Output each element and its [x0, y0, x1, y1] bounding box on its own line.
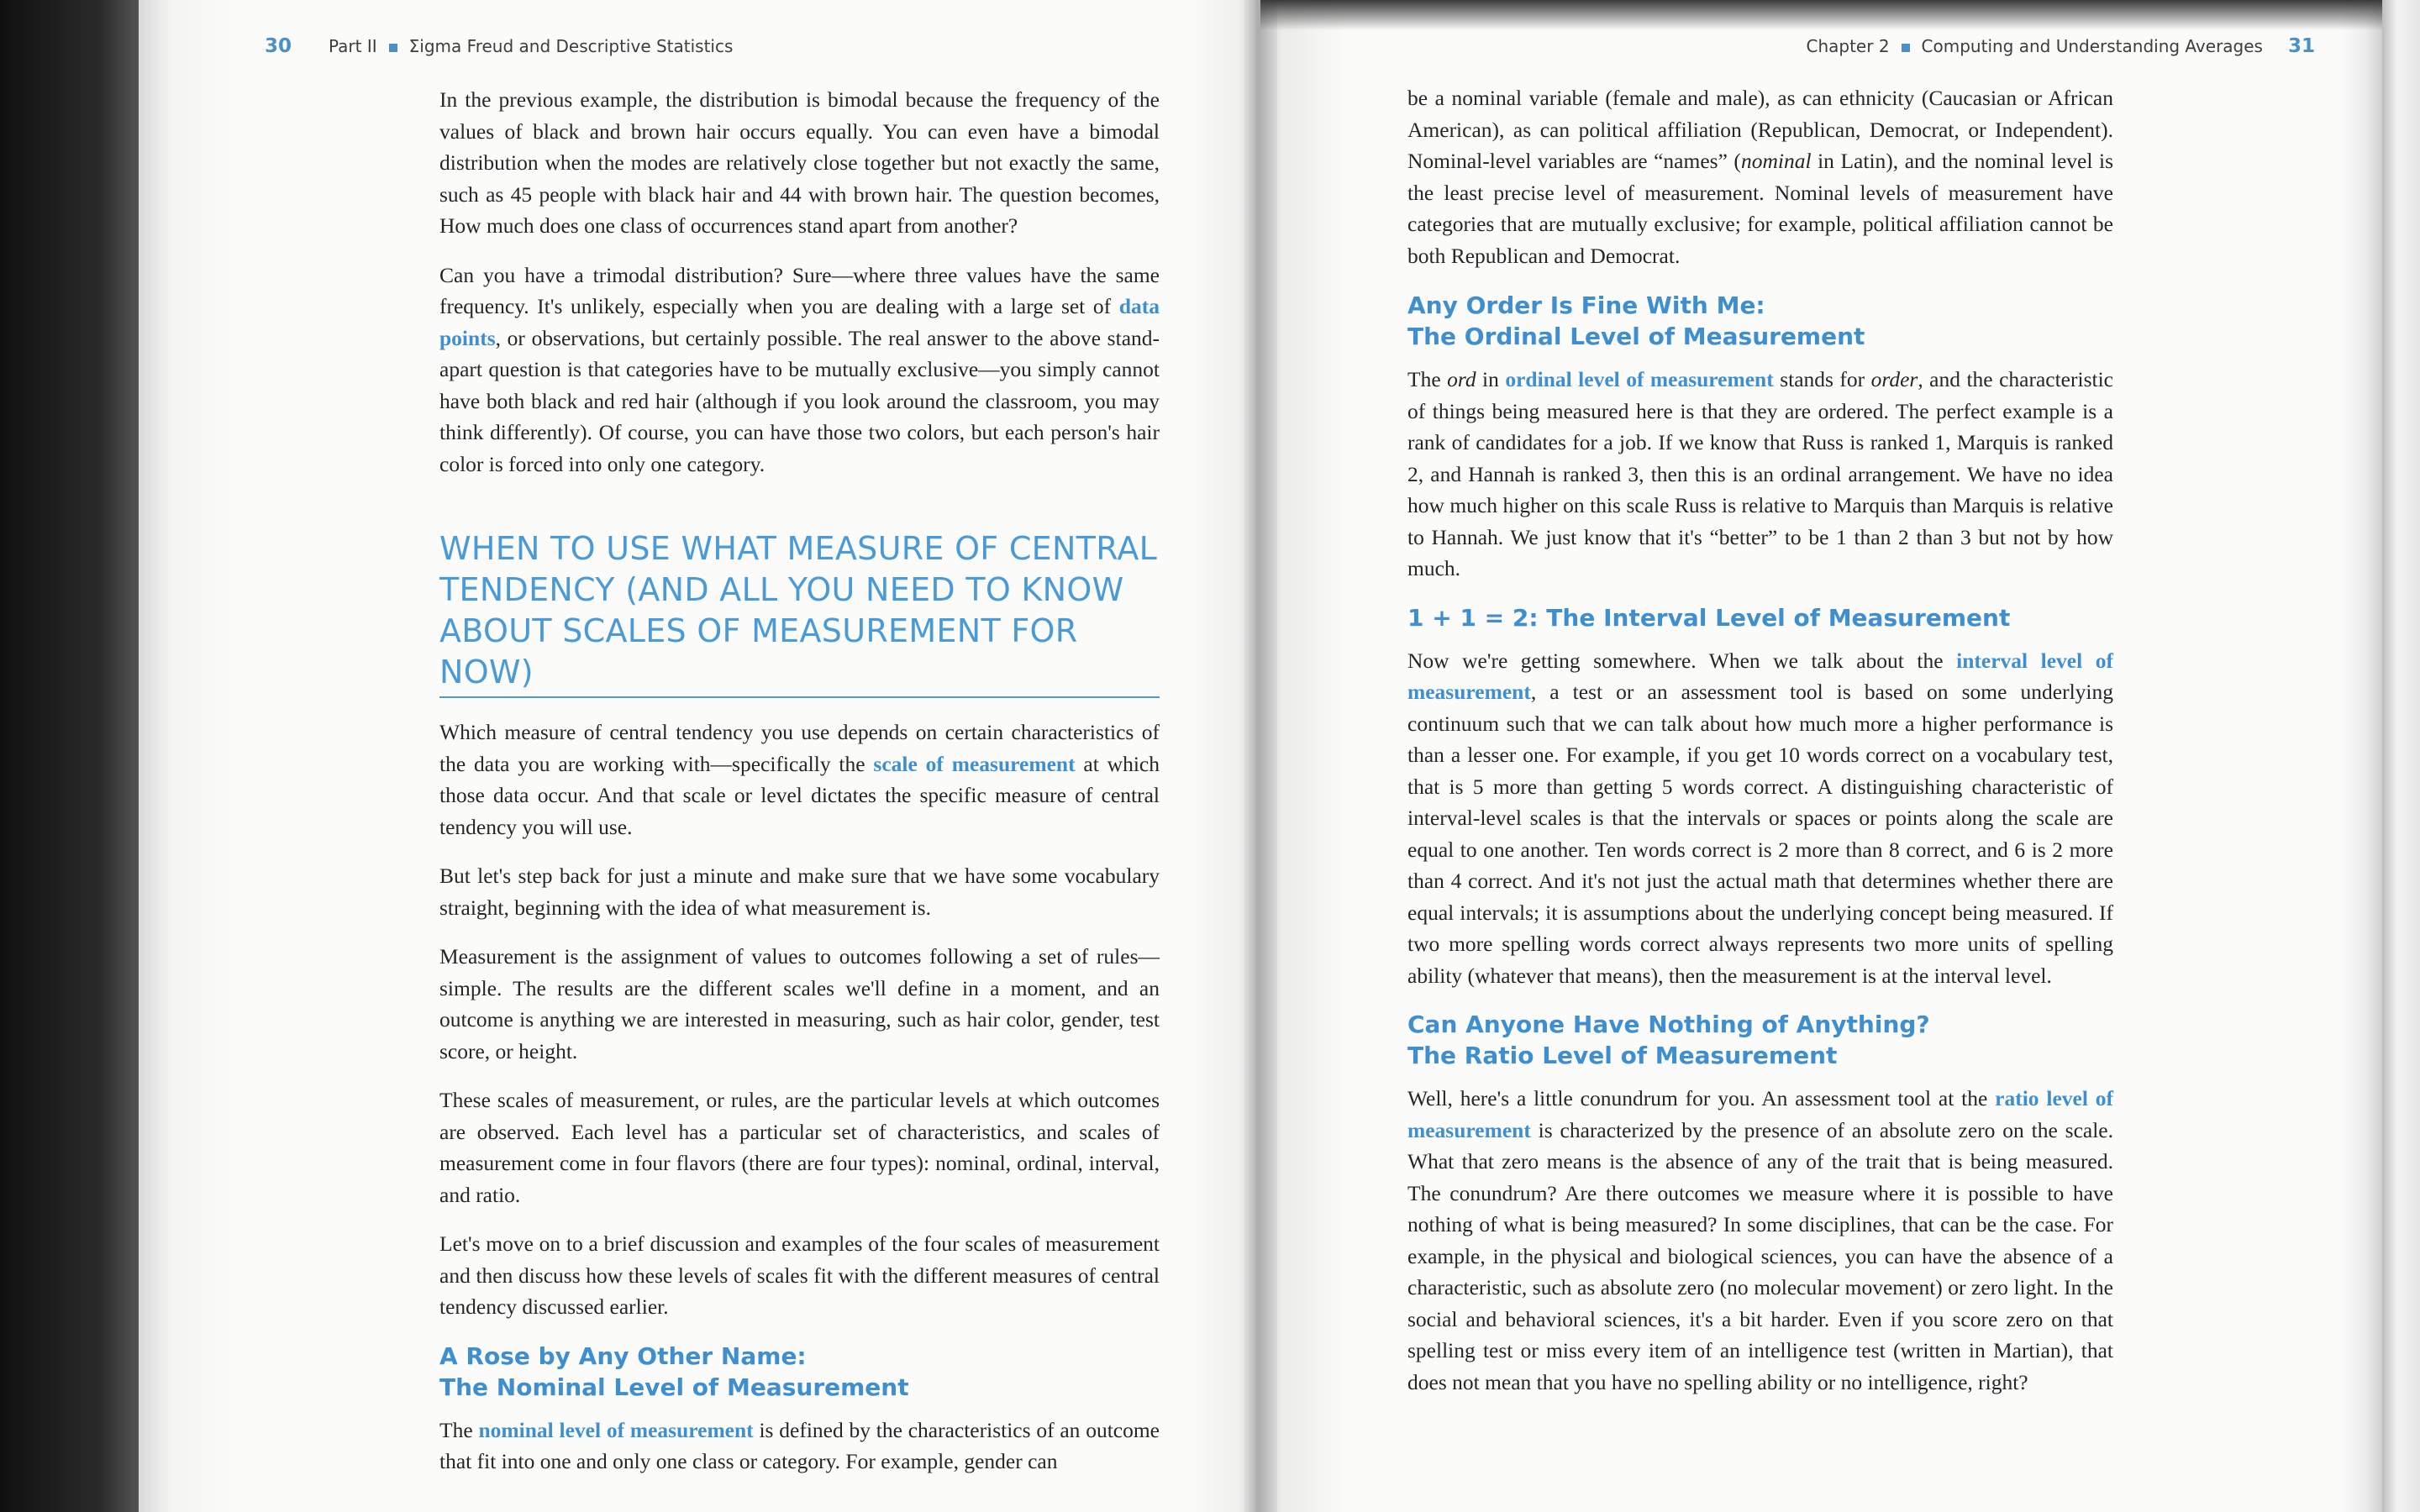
paragraph [439, 260, 1160, 480]
chapter-label: Chapter 2 [1806, 36, 1890, 56]
keyword-interval-level: interval level of measurement [1407, 648, 2113, 704]
keyword-ordinal-level: ordinal level of measurement [1505, 367, 1774, 391]
left-text-column [439, 84, 1160, 1495]
paragraph [439, 1415, 1160, 1478]
heading-line: The Nominal Level of Measurement [439, 1373, 909, 1401]
heading-line: The Ordinal Level of Measurement [1407, 323, 1865, 350]
heading-line: Can Anyone Have Nothing of Anything? [1407, 1011, 1930, 1038]
heading-line: The Ratio Level of Measurement [1407, 1042, 1838, 1069]
keyword-nominal-level: nominal level of measurement [478, 1417, 754, 1442]
text-run: Can you have a trimodal distribution? Sure—where three values have the same frequency. It's unlikely, especially when you are dealing with a large set of [439, 262, 1160, 318]
text-run: The [439, 1417, 479, 1442]
right-page-edge [2382, 0, 2420, 1512]
keyword-scale-of-measurement: scale of measurement [873, 751, 1076, 776]
square-bullet-icon [1902, 44, 1910, 52]
part-label: Part II [329, 36, 377, 56]
ratio-heading [1407, 1009, 2113, 1071]
paragraph [1407, 1083, 2113, 1398]
text-run: at which those data occur. And that scale or level dictates the specific measure of central tendency you will use. [439, 751, 1160, 839]
right-running-head [1807, 35, 2316, 57]
right-text-column [1407, 82, 2113, 1415]
text-run: is defined by the characteristics of an outcome that fit into one and only one class or category. For example, gender can [439, 1417, 1160, 1473]
keyword-data-points: data points [439, 294, 1160, 350]
text-run: Well, here's a little conundrum for you. An assessment tool at the [1407, 1086, 1996, 1110]
text-run-italic: nominal [1740, 149, 1812, 173]
right-page [1256, 0, 2382, 1512]
book-gutter [1244, 0, 1277, 1512]
text-run: be a nominal variable (female and male), as can ethnicity (Caucasian or African American), as can political affiliation (Republican, Democrat, or Independent). Nominal-level variables are “names” ( [1407, 86, 2113, 173]
text-run: Which measure of central tendency you use depends on certain characteristics of the data you are working with—specifically the [439, 720, 1160, 776]
heading-line: A Rose by Any Other Name: [439, 1341, 807, 1370]
paragraph: In the previous example, the distribution is bimodal because the frequency of the values of black and brown hair occurs equally. You can even have a bimodal distribution when the modes are relatively close together but not exactly the same, such as 45 people with black hair and 44 with brown hair. The question becomes, How much does one class of occurrences stand apart from another? [439, 87, 1160, 238]
paragraph: Let's move on to a brief discussion and examples of the four scales of measurement and then discuss how these levels of scales fit with the different measures of central tendency discussed earlier. [439, 1231, 1160, 1319]
text-run: is characterized by the presence of an absolute zero on the scale. What that zero means is the absence of any of the trait that is being measured. The conundrum? Are there outcomes we measure where it is possible to have nothing of what is being measured? In some disciplines, that can be the case. For example, in the physical and biological sciences, you can have the absence of a characteristic, such as absolute zero (no molecular movement) or zero light. In the social and behavioral sciences, it's a bit harder. Even if you score zero on that spelling test or miss every item of an intelligence test (written in Martian), that does not mean that you have no spelling ability or no intelligence, right? [1407, 1117, 2113, 1394]
text-run: stands for [1773, 367, 1871, 391]
text-run-italic: order [1870, 367, 1918, 391]
page-number: 31 [2287, 35, 2315, 57]
text-run: Now we're getting somewhere. When we talk about the [1407, 648, 1957, 673]
chapter-title: Computing and Understanding Averages [1921, 36, 2263, 56]
paragraph [439, 717, 1160, 843]
paragraph [1407, 82, 2113, 271]
top-shadow [1260, 0, 2420, 30]
left-running-head [265, 35, 733, 57]
interval-heading: 1 + 1 = 2: The Interval Level of Measurement [1407, 603, 2011, 632]
paragraph: Measurement is the assignment of values to outcomes following a set of rules—simple. The results are the different scales we'll define in a moment, and an outcome is anything we are interested in measuring, such as hair color, gender, test score, or height. [439, 944, 1160, 1063]
square-bullet-icon [389, 44, 397, 52]
paragraph [1407, 364, 2113, 585]
keyword-ratio-level: ratio level of measurement [1407, 1086, 2113, 1142]
heading-line: Any Order Is Fine With Me: [1407, 291, 1765, 319]
text-run: , or observations, but certainly possible. The real answer to the above stand-apart question is that categories have to be mutually exclusive—you simply cannot have both black and red hair (although if you look around the classroom, you may think differently). Of course, you can have those two colors, but each person's hair color is forced into only one category. [439, 325, 1160, 476]
paragraph [1407, 645, 2113, 992]
text-run: in Latin), and the nominal level is the least precise level of measurement. Nominal levels of measurement have categories that are mutually exclusive; for example, political affiliation cannot be both Republican and Democrat. [1407, 149, 2114, 268]
page-number: 30 [265, 35, 292, 57]
section-heading: WHEN TO USE WHAT MEASURE OF CENTRAL TENDENCY (AND ALL YOU NEED TO KNOW ABOUT SCALES OF MEASUREMENT FOR NOW) [439, 528, 1160, 698]
paragraph: These scales of measurement, or rules, are the particular levels at which outcomes are observed. Each level has a particular set of characteristics, and scales of measurement come in four flavors (there are four types): nominal, ordinal, interval, and ratio. [439, 1088, 1160, 1207]
text-run: , and the characteristic of things being measured here is that they are ordered. The perfect example is a rank of candidates for a job. If we know that Russ is ranked 1, Marquis is ranked 2, and Hannah is ranked 3, then this is an ordinal arrangement. We have no idea how much higher on this scale Russ is relative to Marquis than Marquis is relative to Hannah. We just know that it's “better” to be 1 than 2 than 3 but not by how much. [1407, 367, 2113, 580]
left-page [139, 0, 1256, 1512]
text-run: The [1407, 367, 1448, 391]
ordinal-heading [1407, 290, 2113, 352]
nominal-heading [439, 1341, 1160, 1403]
part-title: Σigma Freud and Descriptive Statistics [408, 36, 734, 56]
text-run: , a test or an assessment tool is based on some underlying continuum such that we can talk about how much more a higher performance is than a lesser one. For example, if you get 10 words correct on a vocabulary test, that is 5 more than getting 5 words correct. A distinguishing characteristic of interval-level scales is that the intervals or spaces or points along the scale are equal to one another. Ten words correct is 2 more than 8 correct, and 6 is 2 more than 4 correct. And it's not just the actual math that determines whether there are equal intervals; it is assumptions about the underlying concept being measured. If two more spelling words correct always represents two more units of spelling ability (whatever that means), then the measurement is at the interval level. [1407, 680, 2113, 988]
text-run-italic: ord [1447, 367, 1476, 391]
text-run: in [1476, 367, 1506, 391]
paragraph: But let's step back for just a minute and make sure that we have some vocabulary straight, beginning with the idea of what measurement is. [439, 864, 1160, 920]
